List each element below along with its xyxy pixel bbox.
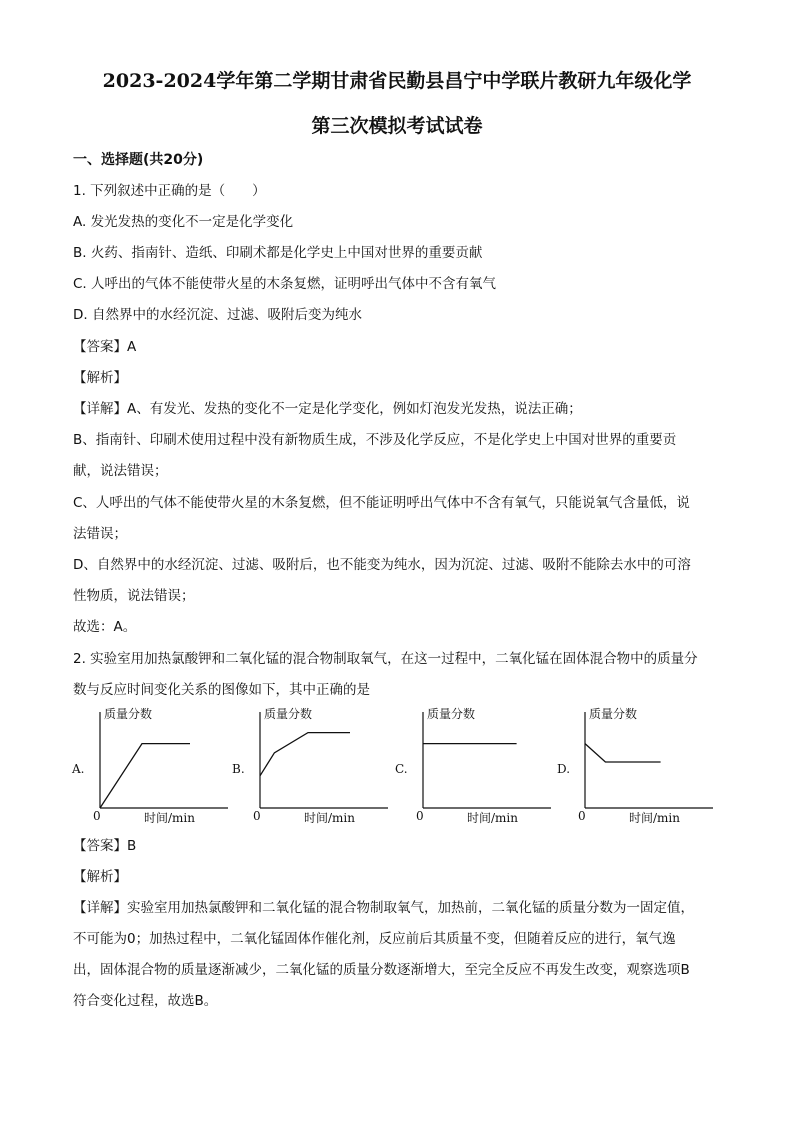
q2-detail-line: 【详解】实验室用加热氯酸钾和二氧化锰的混合物制取氧气，加热前，二氧化锰的质量分数为一固定值，	[73, 900, 694, 916]
x-axis-label: 时间/min	[629, 811, 680, 825]
q1-detail-line: 故选：A。	[73, 619, 137, 635]
x-axis-label: 时间/min	[304, 811, 355, 825]
origin-label: 0	[253, 809, 261, 823]
option-label: B.	[232, 762, 245, 776]
q1-option-a: A. 发光发热的变化不一定是化学变化	[73, 214, 294, 230]
origin-label: 0	[578, 809, 586, 823]
x-axis-label: 时间/min	[467, 811, 518, 825]
q2-analysis-label: 【解析】	[73, 869, 127, 885]
q1-detail-line: D、自然界中的水经沉淀、过滤、吸附后，也不能变为纯水，因为沉淀、过滤、吸附不能除去水中的可溶	[73, 557, 691, 573]
chart-option-a	[70, 706, 230, 834]
chart-option-b	[230, 706, 390, 834]
origin-label: 0	[416, 809, 424, 823]
q1-stem: 1. 下列叙述中正确的是（ ）	[73, 183, 266, 199]
q1-analysis-label: 【解析】	[73, 370, 127, 386]
q1-detail-line: 性物质，说法错误；	[73, 588, 195, 604]
series-line	[260, 733, 350, 776]
q2-answer: 【答案】B	[73, 838, 137, 854]
q1-detail-line: C、人呼出的气体不能使带火星的木条复燃，但不能证明呼出气体中不含有氧气，只能说氧气含量低，说	[73, 495, 690, 511]
q1-detail-line: 献，说法错误；	[73, 463, 168, 479]
series-line	[100, 744, 190, 808]
q2-detail-line: 符合变化过程，故选B。	[73, 993, 218, 1009]
series-line	[585, 744, 661, 762]
q2-detail-line: 不可能为0；加热过程中，二氧化锰固体作催化剂，反应前后其质量不变，但随着反应的进行，氧气逸	[73, 931, 676, 947]
y-axis-label: 质量分数	[264, 707, 313, 721]
origin-label: 0	[93, 809, 101, 823]
x-axis-label: 时间/min	[144, 811, 195, 825]
q1-option-c: C. 人呼出的气体不能使带火星的木条复燃，证明呼出气体中不含有氧气	[73, 276, 497, 292]
option-label: D.	[557, 762, 571, 776]
y-axis-label: 质量分数	[104, 707, 153, 721]
q1-option-d: D. 自然界中的水经沉淀、过滤、吸附后变为纯水	[73, 307, 362, 323]
q1-detail-line: 【详解】A、有发光、发热的变化不一定是化学变化，例如灯泡发光发热，说法正确；	[73, 401, 582, 417]
q1-answer: 【答案】A	[73, 339, 137, 355]
chart-option-c	[393, 706, 553, 834]
y-axis-label: 质量分数	[427, 707, 476, 721]
exam-title-line1: 2023-2024学年第二学期甘肃省民勤县昌宁中学联片教研九年级化学	[102, 70, 692, 92]
q2-detail-line: 出，固体混合物的质量逐渐减少，二氧化锰的质量分数逐渐增大，至完全反应不再发生改变，观察选项B	[73, 962, 690, 978]
exam-title-line2: 第三次模拟考试试卷	[311, 115, 483, 137]
option-label: A.	[72, 762, 85, 776]
chart-option-d	[555, 706, 715, 834]
option-label: C.	[395, 762, 408, 776]
q1-detail-line: 法错误；	[73, 526, 127, 542]
q1-option-b: B. 火药、指南针、造纸、印刷术都是化学史上中国对世界的重要贡献	[73, 245, 483, 261]
y-axis-label: 质量分数	[589, 707, 638, 721]
q1-detail-line: B、指南针、印刷术使用过程中没有新物质生成，不涉及化学反应，不是化学史上中国对世界的重要贡	[73, 432, 677, 448]
q2-stem-line1: 2. 实验室用加热氯酸钾和二氧化锰的混合物制取氧气，在这一过程中，二氧化锰在固体混合物中的质量分	[73, 651, 698, 667]
q2-stem-line2: 数与反应时间变化关系的图像如下，其中正确的是	[73, 682, 370, 698]
section-heading: 一、选择题(共20分)	[73, 152, 204, 168]
